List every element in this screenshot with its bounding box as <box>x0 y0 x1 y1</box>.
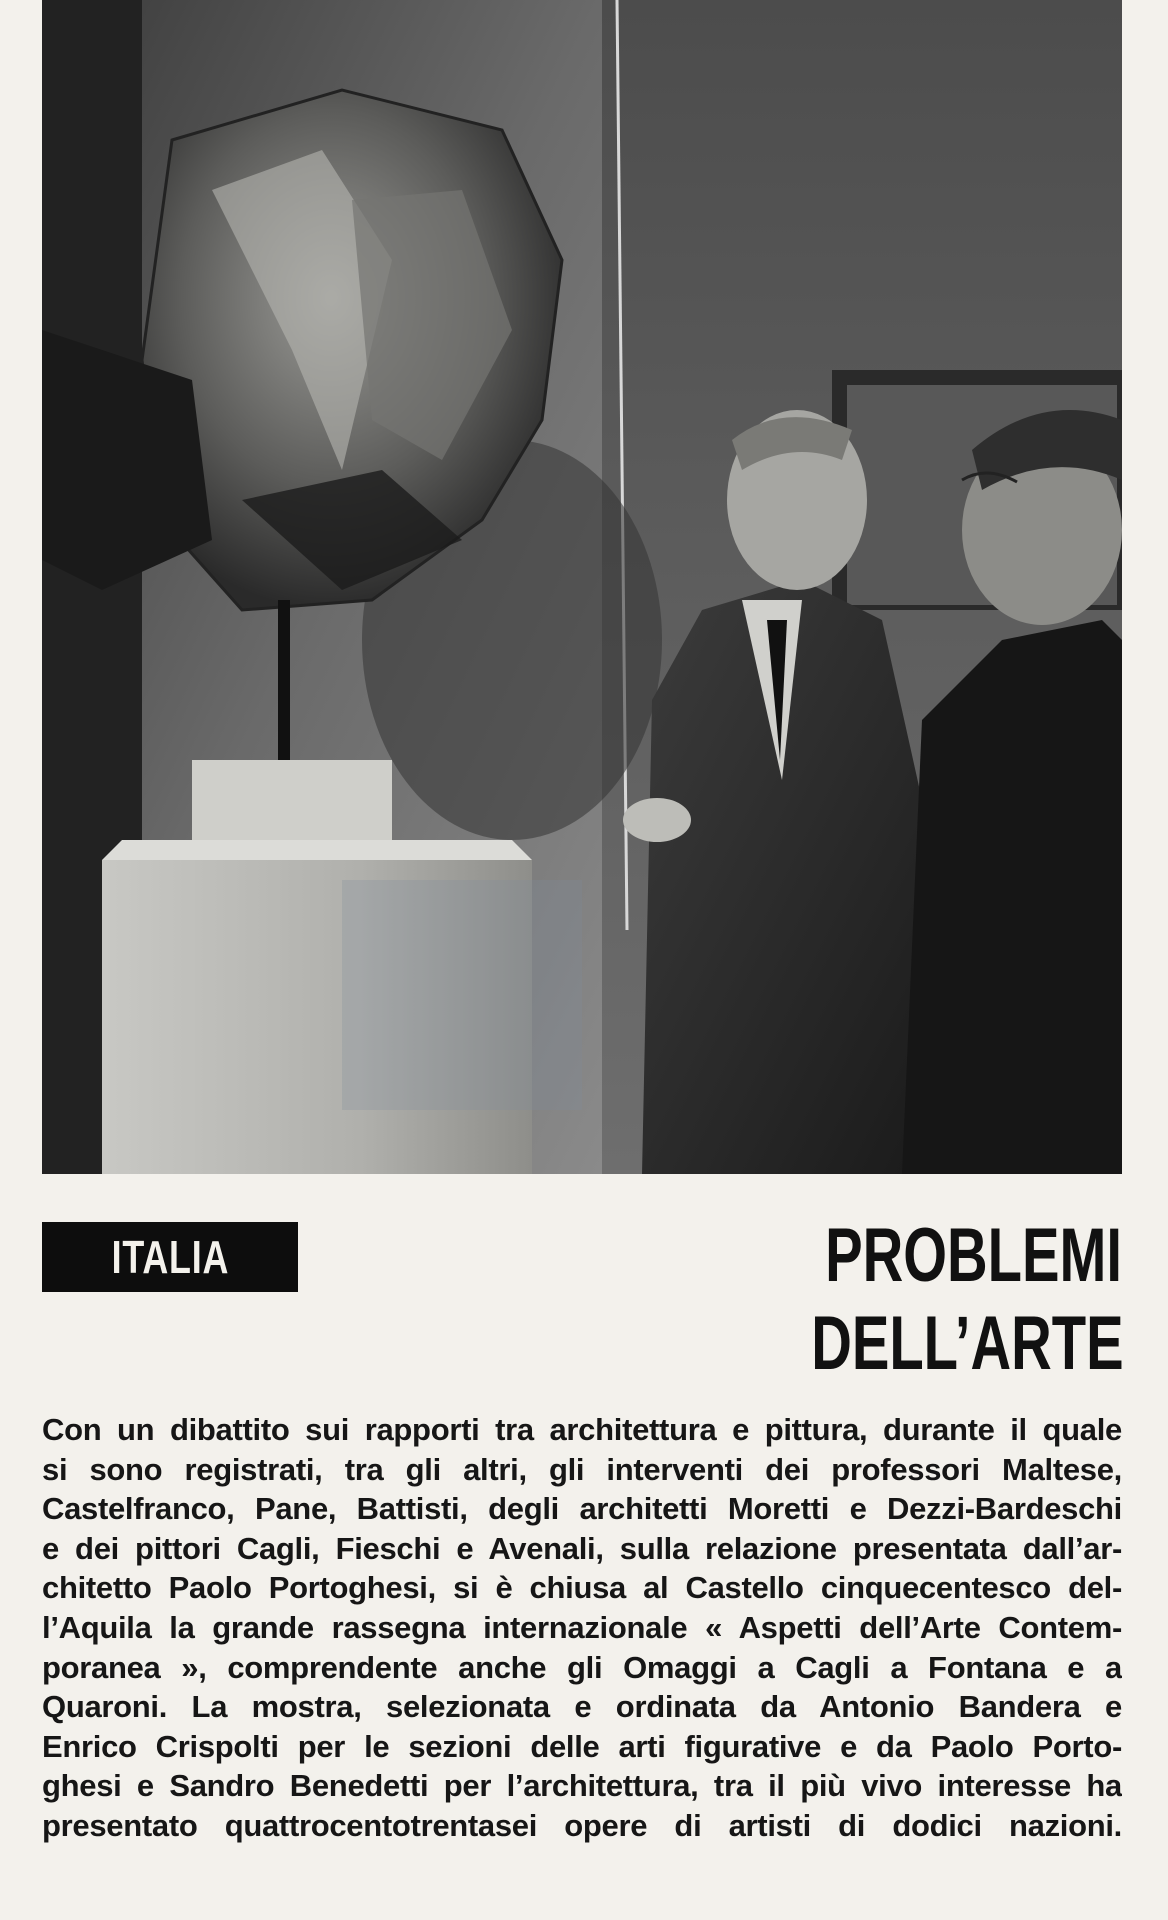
article-line: poranea », comprendente anche gli Omaggi a Cagli a Fontana e a <box>42 1649 1122 1685</box>
article-line: ghesi e Sandro Benedetti per l’architettura, tra il più vivo interesse ha <box>42 1768 1122 1804</box>
article-line: Con un dibattito sui rapporti tra architettura e pittura, durante il quale <box>42 1412 1122 1447</box>
article-body <box>42 1410 1122 1846</box>
article-line: si sono registrati, tra gli altri, gli interventi dei professori Maltese, <box>42 1451 1122 1487</box>
headline <box>811 1212 1122 1388</box>
section-tag-label: ITALIA <box>111 1231 229 1283</box>
article-line: Quaroni. La mostra, selezionata e ordinata da Antonio Bandera e <box>42 1689 1122 1725</box>
photo-illustration <box>42 0 1122 1174</box>
article-line: chitetto Paolo Portoghesi, si è chiusa al Castello cinquecentesco del- <box>42 1570 1122 1606</box>
article-line: Castelfranco, Pane, Battisti, degli architetti Moretti e Dezzi-Bardeschi <box>42 1491 1122 1527</box>
section-tag <box>42 1222 298 1292</box>
article-line: e dei pittori Cagli, Fieschi e Avenali, sulla relazione presentata dall’ar- <box>42 1530 1122 1566</box>
headline-line-2: DELL’ARTE <box>811 1301 1124 1386</box>
article-photo <box>42 0 1122 1174</box>
article-line: l’Aquila la grande rassegna internazionale « Aspetti dell’Arte Contem- <box>42 1609 1122 1645</box>
headline-line-1: PROBLEMI <box>825 1213 1122 1298</box>
article-line: Enrico Crispolti per le sezioni delle arti figurative e da Paolo Porto- <box>42 1728 1122 1764</box>
article-line: presentato quattrocentotrentasei opere di artisti di dodici nazioni. <box>42 1807 1122 1843</box>
